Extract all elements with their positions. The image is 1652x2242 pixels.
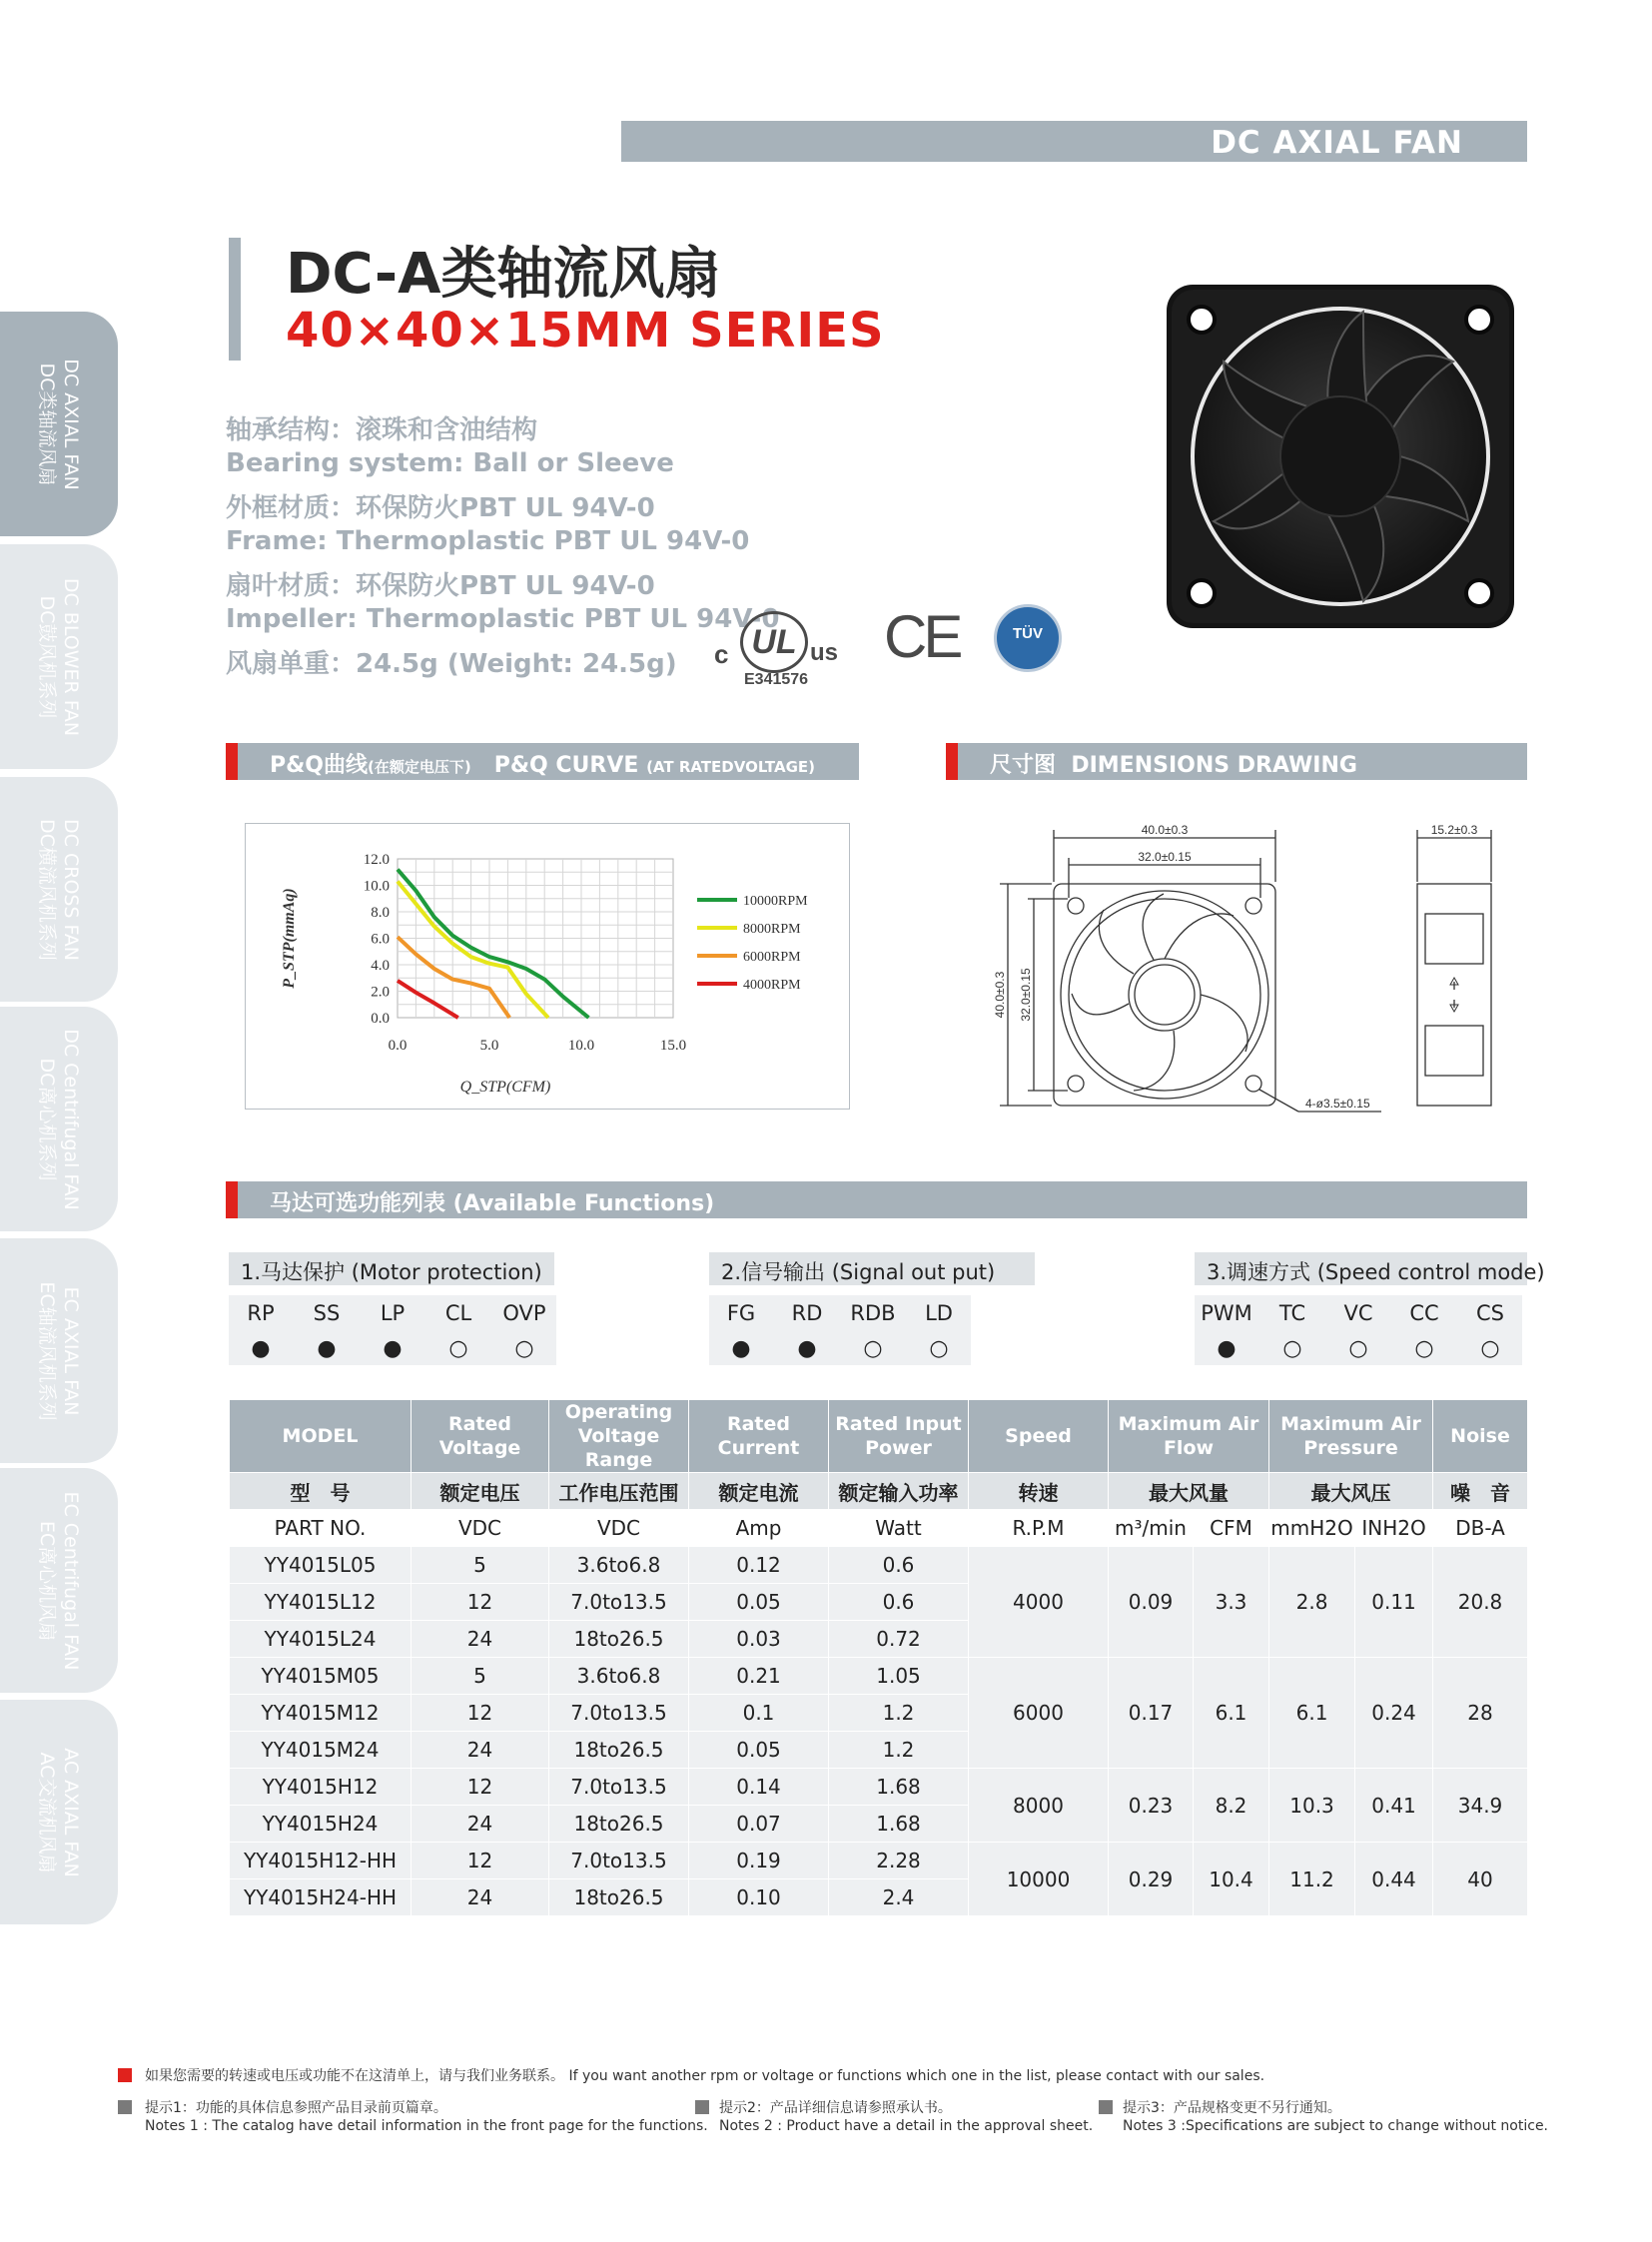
dim-inner-height: 32.0±0.15 xyxy=(1019,968,1033,1022)
ce-logo: CE xyxy=(884,603,960,670)
cell-power: 1.2 xyxy=(829,1695,969,1732)
th-cn-operating-range: 工作电压范围 xyxy=(549,1473,689,1510)
function-group-header xyxy=(229,1252,554,1285)
dim-outer-height: 40.0±0.3 xyxy=(993,971,1007,1019)
unit-mmh2o: mmH2O xyxy=(1269,1510,1355,1547)
chart-legend-label: 10000RPM xyxy=(743,894,808,909)
cell-mmh2o: 11.2 xyxy=(1269,1843,1355,1916)
category-header-text: DC AXIAL FAN xyxy=(1211,125,1463,161)
section-marker xyxy=(946,743,958,780)
side-tab-label-en: DC CROSS FAN xyxy=(60,818,82,961)
note-marker xyxy=(1099,2100,1113,2114)
cell-current: 0.12 xyxy=(689,1547,829,1584)
unit-m3min: m³/min xyxy=(1109,1510,1194,1547)
side-tab-label xyxy=(35,359,83,490)
cell-mmh2o: 6.1 xyxy=(1269,1658,1355,1769)
side-tab-0[interactable] xyxy=(0,312,118,536)
dim-title-en: DIMENSIONS DRAWING xyxy=(1071,753,1357,778)
chart-y-tick-label: 4.0 xyxy=(371,958,390,974)
title-accent-bar xyxy=(229,238,241,361)
th-model: MODEL xyxy=(230,1400,412,1473)
chart-y-tick-label: 0.0 xyxy=(371,1011,390,1027)
cell-current: 0.10 xyxy=(689,1879,829,1916)
chart-y-tick-label: 2.0 xyxy=(371,984,390,1001)
page-title: DC-A类轴流风扇 xyxy=(286,242,721,307)
page-subtitle: 40×40×15MM SERIES xyxy=(286,303,885,359)
function-group-header xyxy=(1195,1252,1545,1285)
th-cn-rated-voltage: 额定电压 xyxy=(412,1473,549,1510)
section-marker xyxy=(226,1181,238,1218)
cell-voltage: 12 xyxy=(412,1843,549,1879)
table-units-row xyxy=(230,1510,1528,1547)
spec-table xyxy=(229,1399,1528,1916)
cell-speed: 8000 xyxy=(969,1769,1109,1843)
cell-voltage: 12 xyxy=(412,1695,549,1732)
function-group-title: 2.信号输出 (Signal out put) xyxy=(721,1260,996,1284)
cell-current: 0.05 xyxy=(689,1584,829,1621)
cell-speed: 4000 xyxy=(969,1547,1109,1658)
footer-main-note: 如果您需要的转速或电压或功能不在这清单上，请与我们业务联系。 If you want another rpm or voltage or functions which one in the list, please contact with our sales. xyxy=(145,2068,1265,2084)
side-tab-label-en: DC AXIAL FAN xyxy=(60,358,82,490)
cell-model: YY4015L12 xyxy=(230,1584,412,1621)
cell-model: YY4015H12-HH xyxy=(230,1843,412,1879)
fan-product-image xyxy=(1164,282,1517,631)
side-tab-label-en: AC AXIAL FAN xyxy=(60,1747,82,1877)
cell-range: 18to26.5 xyxy=(549,1621,689,1658)
side-tab-label-en: EC AXIAL FAN xyxy=(60,1286,82,1415)
function-group-title: 3.调速方式 (Speed control mode) xyxy=(1207,1260,1545,1284)
note-1-cn: 提示1：功能的具体信息参照产品目录前页篇章。 xyxy=(145,2100,447,2116)
function-code: LD xyxy=(925,1301,953,1325)
th-cn-rated-power: 额定输入功率 xyxy=(829,1473,969,1510)
table-header-cn-row xyxy=(230,1473,1528,1510)
function-available-dot: ● xyxy=(1217,1336,1237,1361)
note-2-cn: 提示2：产品详细信息请参照承认书。 xyxy=(719,2100,952,2116)
section-marker xyxy=(226,743,238,780)
side-tab-label-cn: EC轴流风机系列 xyxy=(36,1280,58,1421)
note-3-en: Notes 3 :Specifications are subject to change without notice. xyxy=(1123,2118,1549,2134)
cell-power: 0.6 xyxy=(829,1584,969,1621)
pq-title-en-note: (AT RATEDVOLTAGE) xyxy=(646,758,816,776)
cell-current: 0.07 xyxy=(689,1806,829,1843)
ul-number: E341576 xyxy=(744,671,809,688)
dim-hole-spec: 4-ø3.5±0.15 xyxy=(1305,1097,1370,1111)
function-available-dot: ● xyxy=(251,1336,271,1361)
function-code: TC xyxy=(1278,1301,1306,1325)
th-cn-noise: 噪 音 xyxy=(1433,1473,1528,1510)
chart-x-tick-label: 10.0 xyxy=(567,1038,595,1054)
cell-model: YY4015L24 xyxy=(230,1621,412,1658)
cell-model: YY4015H24 xyxy=(230,1806,412,1843)
note-1-en: Notes 1 : The catalog have detail information in the front page for the functions. xyxy=(145,2118,708,2134)
chart-x-tick-label: 0.0 xyxy=(388,1038,408,1054)
pq-title-cn: P&Q曲线 xyxy=(270,753,369,778)
note-marker xyxy=(118,2068,132,2082)
spec-table-body xyxy=(230,1547,1528,1916)
function-code: CS xyxy=(1476,1301,1504,1325)
cell-voltage: 12 xyxy=(412,1769,549,1806)
side-tab-5[interactable] xyxy=(0,1468,118,1693)
cell-current: 0.14 xyxy=(689,1769,829,1806)
cell-inh2o: 0.44 xyxy=(1355,1843,1433,1916)
spec-bearing-en: Bearing system: Ball or Sleeve xyxy=(226,448,674,478)
cell-model: YY4015M05 xyxy=(230,1658,412,1695)
function-available-dot: ● xyxy=(317,1336,337,1361)
side-tab-label-cn: DC离心机系列 xyxy=(36,1058,58,1180)
chart-y-axis-title: P_STP(mmAq) xyxy=(281,888,298,989)
function-code: RD xyxy=(791,1301,823,1325)
cell-range: 18to26.5 xyxy=(549,1879,689,1916)
cell-current: 0.21 xyxy=(689,1658,829,1695)
spec-impeller-en: Impeller: Thermoplastic PBT UL 94V-0 xyxy=(226,604,780,634)
note-2-en: Notes 2 : Product have a detail in the approval sheet. xyxy=(719,2118,1094,2134)
function-code: SS xyxy=(313,1301,341,1325)
cell-power: 0.6 xyxy=(829,1547,969,1584)
cell-voltage: 5 xyxy=(412,1658,549,1695)
function-group-header xyxy=(709,1252,1035,1285)
side-tab-label-en: DC Centrifugal FAN xyxy=(60,1028,82,1210)
chart-legend-label: 8000RPM xyxy=(743,922,801,937)
dim-outer-width: 40.0±0.3 xyxy=(1141,823,1189,837)
side-tab-label-en: DC BLOWER FAN xyxy=(60,577,82,736)
function-optional-dot: ○ xyxy=(1282,1336,1302,1361)
side-tab-label-en: EC Centrifugal FAN xyxy=(60,1491,82,1670)
pq-title-en: P&Q CURVE xyxy=(493,753,639,778)
cell-m3min: 0.09 xyxy=(1109,1547,1194,1658)
spec-impeller-cn: 扇叶材质：环保防火PBT UL 94V-0 xyxy=(226,571,655,601)
function-code: FG xyxy=(726,1301,756,1325)
spec-frame-cn: 外框材质：环保防火PBT UL 94V-0 xyxy=(226,493,655,523)
cell-power: 1.05 xyxy=(829,1658,969,1695)
unit-rpm: R.P.M xyxy=(969,1510,1109,1547)
unit-part-no: PART NO. xyxy=(230,1510,412,1547)
chart-x-tick-label: 15.0 xyxy=(659,1038,687,1054)
spec-weight: 风扇单重：24.5g (Weight: 24.5g) xyxy=(226,649,677,679)
cell-power: 1.68 xyxy=(829,1806,969,1843)
side-tab-label-cn: DC鼓风机系列 xyxy=(36,595,58,718)
pq-chart-frame xyxy=(245,823,850,1110)
side-tab-4[interactable] xyxy=(0,1238,118,1463)
th-cn-speed: 转速 xyxy=(969,1473,1109,1510)
unit-cfm: CFM xyxy=(1194,1510,1269,1547)
unit-watt: Watt xyxy=(829,1510,969,1547)
function-optional-dot: ○ xyxy=(1480,1336,1500,1361)
side-tab-label-cn: EC离心机风扇 xyxy=(36,1520,58,1641)
cell-model: YY4015H24-HH xyxy=(230,1879,412,1916)
dimension-drawing xyxy=(984,814,1528,1119)
th-rated-power: Rated Input Power xyxy=(829,1400,969,1473)
dim-inner-width: 32.0±0.15 xyxy=(1138,850,1192,864)
cell-range: 7.0to13.5 xyxy=(549,1769,689,1806)
side-tab-1[interactable] xyxy=(0,544,118,769)
cell-voltage: 24 xyxy=(412,1879,549,1916)
th-noise: Noise xyxy=(1433,1400,1528,1473)
function-code: PWM xyxy=(1201,1301,1252,1325)
cell-current: 0.03 xyxy=(689,1621,829,1658)
chart-x-tick-label: 5.0 xyxy=(479,1038,499,1054)
side-tab-6[interactable] xyxy=(0,1700,118,1924)
side-tab-3[interactable] xyxy=(0,1007,118,1231)
function-code: CC xyxy=(1409,1301,1439,1325)
section-pq-title xyxy=(270,748,815,779)
pq-title-cn-note: (在额定电压下) xyxy=(368,758,471,776)
cell-m3min: 0.29 xyxy=(1109,1843,1194,1916)
cell-model: YY4015M24 xyxy=(230,1732,412,1769)
cell-power: 1.2 xyxy=(829,1732,969,1769)
cell-current: 0.1 xyxy=(689,1695,829,1732)
cell-cfm: 10.4 xyxy=(1194,1843,1269,1916)
dim-thickness: 15.2±0.3 xyxy=(1430,823,1478,837)
side-tab-2[interactable] xyxy=(0,777,118,1002)
cell-current: 0.19 xyxy=(689,1843,829,1879)
spec-frame-en: Frame: Thermoplastic PBT UL 94V-0 xyxy=(226,526,750,556)
cell-noise: 40 xyxy=(1433,1843,1528,1916)
chart-y-tick-label: 6.0 xyxy=(371,931,390,948)
cell-mmh2o: 2.8 xyxy=(1269,1547,1355,1658)
category-header xyxy=(621,121,1527,162)
function-optional-dot: ○ xyxy=(863,1336,883,1361)
side-tab-label xyxy=(35,1491,83,1670)
chart-x-axis-title: Q_STP(CFM) xyxy=(459,1079,551,1096)
function-optional-dot: ○ xyxy=(514,1336,534,1361)
th-rated-voltage: Rated Voltage xyxy=(412,1400,549,1473)
ul-mark: UL xyxy=(740,611,808,673)
unit-amp: Amp xyxy=(689,1510,829,1547)
cell-power: 2.4 xyxy=(829,1879,969,1916)
th-air-flow: Maximum Air Flow xyxy=(1109,1400,1269,1473)
side-tab-label xyxy=(35,1281,83,1420)
cell-voltage: 24 xyxy=(412,1806,549,1843)
side-tab-label xyxy=(35,1029,83,1210)
cell-model: YY4015H12 xyxy=(230,1769,412,1806)
unit-inh2o: INH2O xyxy=(1355,1510,1433,1547)
tuv-text: TÜV xyxy=(1013,625,1043,642)
cell-range: 18to26.5 xyxy=(549,1806,689,1843)
cell-power: 0.72 xyxy=(829,1621,969,1658)
side-tab-label xyxy=(35,577,83,735)
section-functions xyxy=(226,1181,1527,1218)
th-cn-rated-current: 额定电流 xyxy=(689,1473,829,1510)
side-tab-label xyxy=(35,819,83,961)
unit-vdc: VDC xyxy=(412,1510,549,1547)
function-code: RP xyxy=(247,1301,275,1325)
ul-certification-logo xyxy=(714,603,864,693)
function-code: LP xyxy=(380,1301,406,1325)
function-code: OVP xyxy=(502,1301,546,1325)
cell-inh2o: 0.41 xyxy=(1355,1769,1433,1843)
section-dimensions-title xyxy=(990,748,1357,779)
side-tab-label xyxy=(35,1748,83,1877)
cell-power: 1.68 xyxy=(829,1769,969,1806)
function-group-title: 1.马达保护 (Motor protection) xyxy=(241,1260,542,1284)
cell-range: 18to26.5 xyxy=(549,1732,689,1769)
function-optional-dot: ○ xyxy=(929,1336,949,1361)
cell-speed: 6000 xyxy=(969,1658,1109,1769)
spec-bearing-cn: 轴承结构：滚珠和含油结构 xyxy=(226,415,538,445)
cell-model: YY4015L05 xyxy=(230,1547,412,1584)
note-3-cn: 提示3：产品规格变更不另行通知。 xyxy=(1123,2100,1341,2116)
function-optional-dot: ○ xyxy=(1348,1336,1368,1361)
function-code: RDB xyxy=(850,1301,896,1325)
pq-chart xyxy=(246,824,849,1109)
cell-range: 3.6to6.8 xyxy=(549,1547,689,1584)
ul-c-mark: c xyxy=(714,639,729,669)
cell-voltage: 5 xyxy=(412,1547,549,1584)
function-optional-dot: ○ xyxy=(1414,1336,1434,1361)
cell-cfm: 6.1 xyxy=(1194,1658,1269,1769)
section-dimensions xyxy=(946,743,1527,780)
cell-noise: 28 xyxy=(1433,1658,1528,1769)
cell-m3min: 0.23 xyxy=(1109,1769,1194,1843)
function-code: VC xyxy=(1343,1301,1373,1325)
function-available-dot: ● xyxy=(797,1336,817,1361)
cell-range: 7.0to13.5 xyxy=(549,1584,689,1621)
note-marker xyxy=(118,2100,132,2114)
unit-vdc-range: VDC xyxy=(549,1510,689,1547)
chart-y-tick-label: 10.0 xyxy=(363,878,390,895)
table-header-row xyxy=(230,1400,1528,1473)
cell-cfm: 8.2 xyxy=(1194,1769,1269,1843)
function-available-dot: ● xyxy=(731,1336,751,1361)
unit-dba: DB-A xyxy=(1433,1510,1528,1547)
cell-voltage: 24 xyxy=(412,1621,549,1658)
th-speed: Speed xyxy=(969,1400,1109,1473)
cell-range: 3.6to6.8 xyxy=(549,1658,689,1695)
function-code: CL xyxy=(444,1301,472,1325)
th-cn-air-flow: 最大风量 xyxy=(1109,1473,1269,1510)
th-rated-current: Rated Current xyxy=(689,1400,829,1473)
cell-inh2o: 0.11 xyxy=(1355,1547,1433,1658)
function-available-dot: ● xyxy=(383,1336,403,1361)
th-cn-model: 型 号 xyxy=(230,1473,412,1510)
cell-speed: 10000 xyxy=(969,1843,1109,1916)
side-tab-label-cn: AC交流机风扇 xyxy=(36,1752,58,1872)
tuv-logo xyxy=(994,604,1062,672)
cell-range: 7.0to13.5 xyxy=(549,1843,689,1879)
chart-legend-label: 4000RPM xyxy=(743,978,801,993)
function-optional-dot: ○ xyxy=(448,1336,468,1361)
th-operating-range: Operating Voltage Range xyxy=(549,1400,689,1473)
side-tab-label-cn: DC类轴流风扇 xyxy=(36,363,58,485)
table-row xyxy=(230,1658,1528,1695)
cell-cfm: 3.3 xyxy=(1194,1547,1269,1658)
cell-inh2o: 0.24 xyxy=(1355,1658,1433,1769)
cell-m3min: 0.17 xyxy=(1109,1658,1194,1769)
cell-power: 2.28 xyxy=(829,1843,969,1879)
cell-range: 7.0to13.5 xyxy=(549,1695,689,1732)
section-functions-title: 马达可选功能列表 (Available Functions) xyxy=(270,1191,715,1216)
cell-mmh2o: 10.3 xyxy=(1269,1769,1355,1843)
cell-voltage: 12 xyxy=(412,1584,549,1621)
chart-legend-label: 6000RPM xyxy=(743,950,801,965)
cell-noise: 20.8 xyxy=(1433,1547,1528,1658)
chart-y-tick-label: 8.0 xyxy=(371,905,390,921)
th-air-pressure: Maximum Air Pressure xyxy=(1269,1400,1433,1473)
cell-model: YY4015M12 xyxy=(230,1695,412,1732)
cell-noise: 34.9 xyxy=(1433,1769,1528,1843)
table-row xyxy=(230,1769,1528,1806)
section-pq-curve xyxy=(226,743,859,780)
cell-voltage: 24 xyxy=(412,1732,549,1769)
th-cn-air-pressure: 最大风压 xyxy=(1269,1473,1433,1510)
side-tab-label-cn: DC横流风机系列 xyxy=(36,818,58,961)
cell-current: 0.05 xyxy=(689,1732,829,1769)
chart-y-tick-label: 12.0 xyxy=(363,852,390,868)
table-row xyxy=(230,1843,1528,1879)
table-row xyxy=(230,1547,1528,1584)
note-marker xyxy=(695,2100,709,2114)
ul-us-mark: us xyxy=(810,639,839,666)
dim-title-cn: 尺寸图 xyxy=(990,753,1057,778)
